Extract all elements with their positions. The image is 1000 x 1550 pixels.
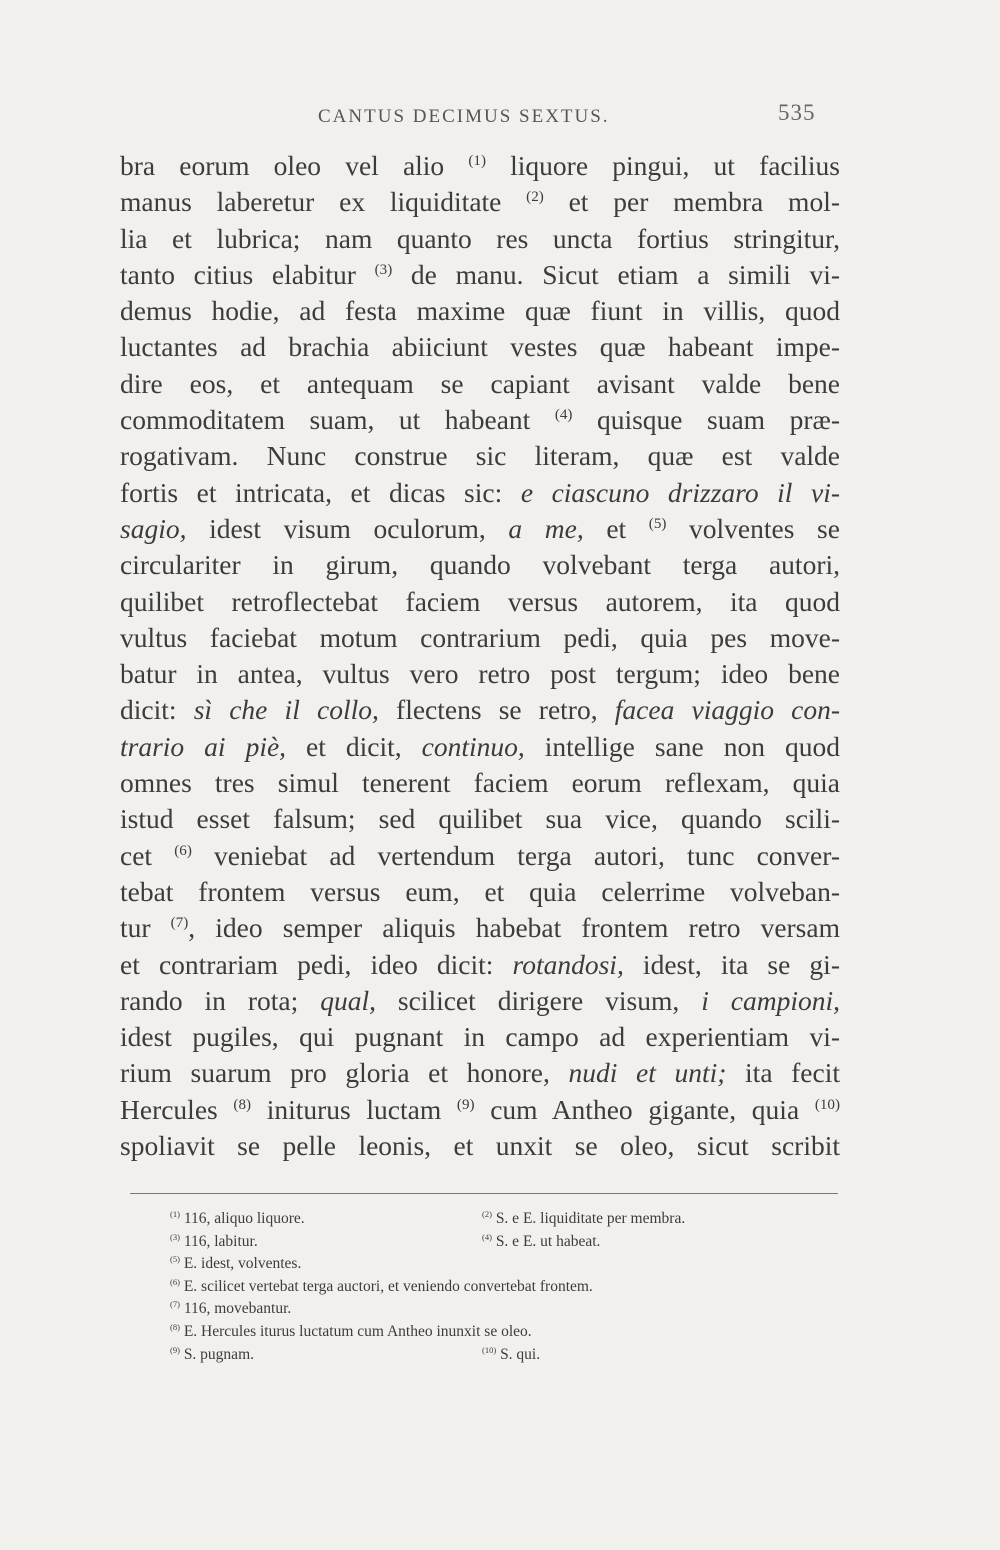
text-line [120, 366, 840, 402]
text-segment: intellige sane non quod [524, 730, 840, 762]
footnote-row [170, 1276, 830, 1299]
text-segment: cet [120, 839, 175, 871]
text-line [120, 148, 840, 184]
footnote-marker: (10) [482, 1344, 497, 1355]
text-segment: lia et lubrica; nam quanto res uncta fortius stringitur, [120, 222, 840, 254]
footnote-text: 116, labitur. [179, 1232, 258, 1250]
text-line [120, 620, 840, 656]
footnote-text: E. idest, volventes. [179, 1255, 302, 1273]
text-line [120, 910, 840, 946]
text-segment: Hercules [120, 1093, 234, 1125]
text-segment: ita fecit [726, 1057, 840, 1089]
text-segment: dire eos, et antequam se capiant avisant valde bene [120, 367, 840, 399]
page-number: 535 [778, 100, 816, 125]
footnote-reference: (6) [174, 842, 192, 859]
text-segment: idest pugiles, qui pugnant in campo ad experientiam vi- [120, 1021, 840, 1053]
text-line [120, 1019, 840, 1055]
footnote-reference: (7) [170, 915, 189, 932]
text-segment: tanto citius elabitur [120, 258, 375, 290]
text-line [120, 329, 840, 365]
text-line [120, 729, 840, 765]
footnotes [170, 1208, 830, 1366]
text-line [120, 692, 840, 728]
italic-quotation: sì che il collo, [193, 694, 379, 726]
footnote-marker: (5) [170, 1254, 180, 1265]
text-segment: liquore pingui, ut facilius [485, 150, 841, 181]
footnote-text: S. qui. [496, 1345, 541, 1363]
text-segment: spoliavit se pelle leonis, et unxit se oleo, sicut scribit [120, 1130, 840, 1162]
footnote-divider [130, 1193, 838, 1194]
text-segment: idest, ita se gi- [623, 948, 840, 980]
text-segment: rando in rota; [120, 984, 321, 1016]
text-segment: fortis et intricata, et dicas sic: [120, 476, 521, 508]
text-segment: et dicit, [286, 730, 422, 762]
text-segment: quisque suam præ- [572, 404, 840, 436]
footnote [170, 1208, 305, 1231]
italic-quotation: continuo, [421, 730, 525, 762]
footnote-row [170, 1344, 830, 1367]
main-text [120, 148, 840, 1164]
text-line [120, 983, 840, 1019]
italic-quotation: facea viaggio con- [614, 694, 841, 726]
text-line [120, 438, 840, 474]
footnote-text: S. pugnam. [179, 1345, 254, 1363]
running-title: CANTUS DECIMUS SEXTUS. [318, 106, 610, 127]
text-segment: et per membra mol- [543, 186, 840, 218]
text-segment: volventes se [666, 512, 840, 544]
footnote-marker: (3) [170, 1231, 180, 1242]
text-line [120, 656, 840, 692]
footnote [482, 1344, 540, 1367]
text-segment: rium suarum pro gloria et honore, [120, 1057, 569, 1089]
text-segment: et contrariam pedi, ideo dicit: [120, 948, 513, 980]
footnote [170, 1253, 301, 1276]
footnote-reference: (5) [648, 515, 667, 532]
text-line [120, 511, 840, 547]
text-segment: et [583, 512, 649, 544]
text-segment: vultus faciebat motum contrarium pedi, quia pes move- [120, 621, 840, 653]
footnote-text: 116, aliquo liquore. [179, 1210, 305, 1227]
italic-quotation: sagio, [120, 512, 187, 544]
text-segment: scilicet dirigere visum, [375, 984, 702, 1016]
footnote-text: 116, movebantur. [179, 1300, 292, 1318]
text-line [120, 293, 840, 329]
footnote-text: E. Hercules iturus luctatum cum Antheo inunxit se oleo. [179, 1322, 532, 1340]
footnote [170, 1231, 258, 1254]
italic-quotation: e ciascuno drizzaro il vi- [520, 476, 841, 508]
text-line [120, 765, 840, 801]
footnote-text: E. scilicet vertebat terga auctori, et veniendo convertebat frontem. [179, 1277, 593, 1295]
italic-quotation: i campioni, [701, 984, 840, 1016]
text-line [120, 1092, 840, 1128]
text-segment: manus laberetur ex liquiditate [120, 186, 527, 218]
footnote-row [170, 1253, 830, 1276]
text-segment: commoditatem suam, ut habeant [120, 404, 555, 436]
text-segment: dicit: [120, 694, 194, 726]
text-segment: tur [120, 912, 171, 944]
text-segment: quilibet retroflectebat faciem versus autorem, ita quod [120, 585, 840, 617]
text-line [120, 801, 840, 837]
footnote [482, 1231, 600, 1254]
footnote [170, 1298, 291, 1321]
footnote-marker: (1) [170, 1208, 180, 1219]
footnote-text: S. e E. liquiditate per membra. [491, 1210, 686, 1227]
footnote [482, 1208, 685, 1231]
footnote [170, 1321, 532, 1344]
footnote-row [170, 1231, 830, 1254]
footnote-marker: (9) [170, 1344, 180, 1355]
text-line [120, 838, 840, 874]
footnote-row [170, 1298, 830, 1321]
text-segment: initurus luctam [251, 1093, 457, 1125]
footnote-reference: (4) [554, 406, 573, 423]
text-segment: cum Antheo gigante, quia [474, 1093, 815, 1125]
footnote-marker: (2) [482, 1208, 492, 1219]
text-segment: omnes tres simul tenerent faciem eorum reflexam, quia [120, 767, 840, 799]
footnote-reference: (9) [456, 1096, 475, 1113]
text-segment: batur in antea, vultus vero retro post tergum; ideo bene [120, 658, 840, 690]
page-header [0, 100, 1000, 130]
text-segment: flectens se retro, [378, 694, 615, 726]
text-line [120, 1128, 840, 1164]
text-segment: de manu. Sicut etiam a simili vi- [392, 258, 840, 290]
text-segment: veniebat ad vertendum terga autori, tunc conver- [191, 839, 840, 871]
text-segment: istud esset falsum; sed quilibet sua vice, quando scili- [120, 803, 840, 835]
footnote-reference: (1) [468, 152, 486, 169]
footnote [170, 1344, 254, 1367]
italic-quotation: nudi et unti; [568, 1057, 727, 1089]
footnote-text: S. e E. ut habeat. [491, 1232, 601, 1250]
text-line [120, 584, 840, 620]
footnote-reference: (2) [526, 189, 544, 206]
text-segment: bra eorum oleo vel alio [120, 150, 469, 181]
text-line [120, 402, 840, 438]
text-segment: rogativam. Nunc construe sic literam, quæ est valde [120, 440, 840, 472]
text-segment: idest visum oculorum, [186, 512, 509, 544]
text-line [120, 874, 840, 910]
footnote-marker: (7) [170, 1299, 180, 1310]
footnote-reference: (8) [233, 1096, 252, 1113]
text-line [120, 257, 840, 293]
text-line [120, 1055, 840, 1091]
footnote-reference: (10) [814, 1096, 841, 1113]
footnote-row [170, 1208, 830, 1231]
text-line [120, 475, 840, 511]
footnote-reference: (3) [374, 261, 393, 278]
text-line [120, 947, 840, 983]
italic-quotation: trario ai piè, [120, 730, 287, 762]
text-segment: circulariter in girum, quando volvebant terga autori, [120, 549, 840, 581]
text-segment: luctantes ad brachia abiiciunt vestes quæ habeant impe- [120, 331, 840, 363]
text-line [120, 547, 840, 583]
footnote-marker: (8) [170, 1321, 180, 1332]
footnote-marker: (4) [482, 1231, 492, 1242]
italic-quotation: rotandosi, [512, 948, 624, 980]
text-line [120, 184, 840, 220]
text-line [120, 221, 840, 257]
text-segment: tebat frontem versus eum, et quia celerrime volveban- [120, 875, 840, 907]
footnote-row [170, 1321, 830, 1344]
footnote [170, 1276, 593, 1299]
italic-quotation: a me, [508, 512, 584, 544]
text-segment: demus hodie, ad festa maxime quæ fiunt in villis, quod [120, 295, 840, 327]
italic-quotation: qual, [320, 984, 376, 1016]
footnote-marker: (6) [170, 1276, 180, 1287]
text-segment: , ideo semper aliquis habebat frontem retro versam [188, 912, 840, 944]
